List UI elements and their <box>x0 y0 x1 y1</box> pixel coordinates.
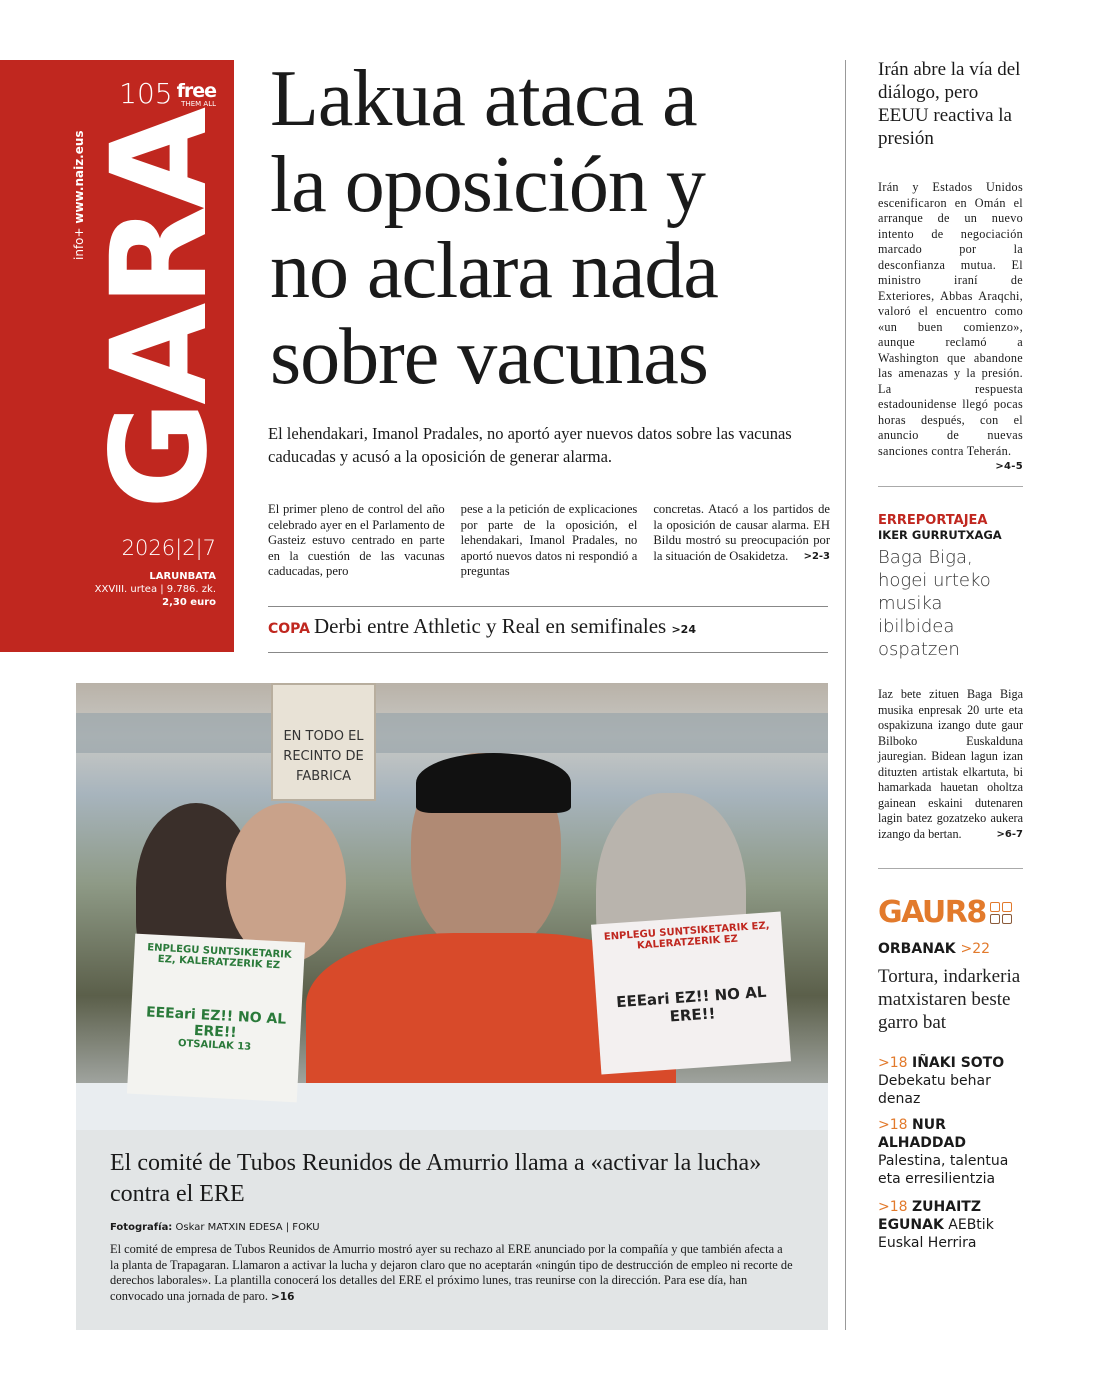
article-column-text: concretas. Atacó a los partidos de la oposición de causar alarma. EH Bildu mostró su preocupación por la situación de Osakidetza. <box>653 502 831 563</box>
sign-text: ENPLEGU SUNTSIKETARIK EZ, KALERATZERIK EZ <box>147 942 292 972</box>
iran-text: Irán y Estados Unidos escenificaron en Omán el arranque de un nuevo intento de negociación marcado por la desconfianza mutua. El ministro iraní de Exteriores, Abbas Araqchi, valoró el encuentro como «un buen comienzo», aunque reclamó a Washington que abandone las amenazas y la presión. La respuesta estadounidense llegó pocas horas después, con el anuncio de nuevas sanciones contra Teherán. <box>878 180 1023 458</box>
gara-logo: GARA <box>83 110 237 510</box>
sign-text: OTSAILAK 13 <box>177 1038 252 1053</box>
teaser-text: Derbi entre Athletic y Real en semifinales <box>314 614 667 638</box>
masthead <box>0 60 237 652</box>
section-tag: ERREPORTAJEA <box>878 513 988 528</box>
gaur8-item[interactable] <box>878 1198 1023 1252</box>
page-ref: >18 <box>878 1199 908 1215</box>
item-name: NUR ALHADDAD <box>878 1117 967 1151</box>
page-ref: >24 <box>671 623 696 636</box>
photo-credit <box>110 1222 794 1233</box>
free-label: free <box>176 80 216 102</box>
iran-body <box>878 180 1023 472</box>
section-tag: COPA <box>268 621 310 637</box>
credit-label: Fotografía: <box>110 1222 173 1233</box>
divider <box>268 606 828 607</box>
info-prefix: info+ <box>72 227 86 260</box>
iran-headline[interactable]: Irán abre la vía del diálogo, pero EEUU reactiva la presión <box>878 59 1021 149</box>
divider <box>878 868 1023 869</box>
gaur8-headline[interactable]: Tortura, indarkeria matxistaren beste garro bat <box>878 966 1021 1033</box>
divider <box>878 486 1023 487</box>
grid-icon <box>990 902 1012 924</box>
black-cap <box>416 753 571 813</box>
website[interactable]: www.naiz.eus <box>72 130 86 224</box>
issue-date: 2026|2|7 <box>121 536 216 560</box>
factory-sign: EN TODO EL RECINTO DE FABRICA <box>271 683 376 801</box>
page-ref[interactable]: >16 <box>271 1290 295 1303</box>
article-column: El primer pleno de control del año celebrado ayer en el Parlamento de Gasteiz estuvo centrado en parte en la cuestión de las vacunas caducadas, pero <box>268 502 445 578</box>
divider <box>268 652 828 653</box>
page-ref: >18 <box>878 1055 908 1071</box>
item-text: Palestina, talentua eta erresilientzia <box>878 1153 1009 1187</box>
page-ref[interactable]: >2-3 <box>803 550 831 562</box>
headline-line: no aclara nada <box>270 227 718 315</box>
gaur8-item[interactable] <box>878 1116 1023 1188</box>
item-name: ZUHAITZ EGUNAK <box>878 1199 981 1233</box>
weekday: LARUNBATA <box>149 571 216 582</box>
photo-caption <box>76 1130 828 1330</box>
erreportajea-body <box>878 687 1023 842</box>
protest-sign <box>591 912 791 1075</box>
item-text: Debekatu behar denaz <box>878 1073 991 1107</box>
sign-text: ENPLEGU SUNTSIKETARIK EZ, KALERATZERIK EZ <box>603 920 770 952</box>
caption-text: El comité de empresa de Tubos Reunidos de Amurrio mostró ayer su rechazo al ERE anunciado por la compañía y que también afecta a la planta de Trapagaran. Llamaron a activar la lucha y dejaron claro que no aceptarán «ningún tipo de destrucción de empleo ni recorte de derechos laborales». La plantilla conocerá los detalles del ERE el próximo lunes, tras reunirse con la dirección. Para ese día, han convocado una jornada de paro. <box>110 1242 793 1303</box>
article-column: pese a la petición de explicaciones por parte de la oposición, el lehendakari, Imanol Pradales, no aportó nuevos datos ni respondió a preguntas <box>460 502 638 578</box>
gaur8-wordmark: GAUR8 <box>878 895 986 930</box>
headline-line: sobre vacunas <box>270 313 708 401</box>
main-headline[interactable] <box>270 56 840 400</box>
protest-photo <box>76 683 828 1130</box>
credit-name: Oskar MATXIN EDESA | FOKU <box>175 1222 320 1233</box>
price: 2,30 euro <box>162 597 216 608</box>
author: IKER GURRUTXAGA <box>878 528 1002 542</box>
issue-meta <box>95 570 216 609</box>
headline-line: la oposición y <box>270 141 705 229</box>
column-divider <box>845 60 846 1330</box>
gaur8-logo <box>878 897 1023 929</box>
page-ref[interactable]: >4-5 <box>995 461 1023 472</box>
sidebar <box>878 58 1023 1252</box>
sign-text: EEEari EZ!! NO AL ERE!! <box>145 1004 287 1042</box>
lead-paragraph: El lehendakari, Imanol Pradales, no aportó ayer nuevos datos sobre las vacunas caducadas y acusó a la oposición de generar alarma. <box>268 424 792 466</box>
section-label: ORBANAK <box>878 941 956 957</box>
caption-body <box>110 1242 794 1305</box>
page-ref: >22 <box>960 941 991 957</box>
orbanak-section[interactable] <box>878 941 1023 957</box>
copa-teaser[interactable] <box>268 614 696 639</box>
headline-line: Lakua ataca a <box>270 55 697 143</box>
page-ref: >18 <box>878 1117 908 1133</box>
erreportajea-text: Iaz bete zituen Baga Biga musika enpresak 20 urte eta ospakizuna izango dute gaur Bilboko Euskalduna jauregian. Bidean lagun izan dituzten artistak elkartuta, bi hamarkada hauetan oholtza gainean eskaini dutenaren lagin batez gozatzeko aukera izango da bertan. <box>878 687 1023 841</box>
erreportajea-headline[interactable]: Baga Biga, hogei urteko musika ibilbidea ospatzen <box>878 547 991 660</box>
gaur8-item[interactable] <box>878 1054 1023 1108</box>
sign-text: EEEari EZ!! NO AL ERE!! <box>615 982 767 1026</box>
item-text: AEBtik Euskal Herrira <box>878 1217 994 1251</box>
caption-title[interactable]: El comité de Tubos Reunidos de Amurrio llama a «activar la lucha» contra el ERE <box>110 1150 762 1207</box>
issue-number: 105 <box>119 77 173 110</box>
article-columns <box>268 502 830 580</box>
free-sub: THEM ALL <box>181 100 216 108</box>
page-ref[interactable]: >6-7 <box>996 828 1023 840</box>
factory-roof <box>76 713 828 753</box>
item-name: IÑAKI SOTO <box>912 1055 1005 1071</box>
edition: XXVIII. urtea | 9.786. zk. <box>94 584 216 595</box>
protest-sign <box>127 934 305 1103</box>
article-column <box>653 502 830 580</box>
